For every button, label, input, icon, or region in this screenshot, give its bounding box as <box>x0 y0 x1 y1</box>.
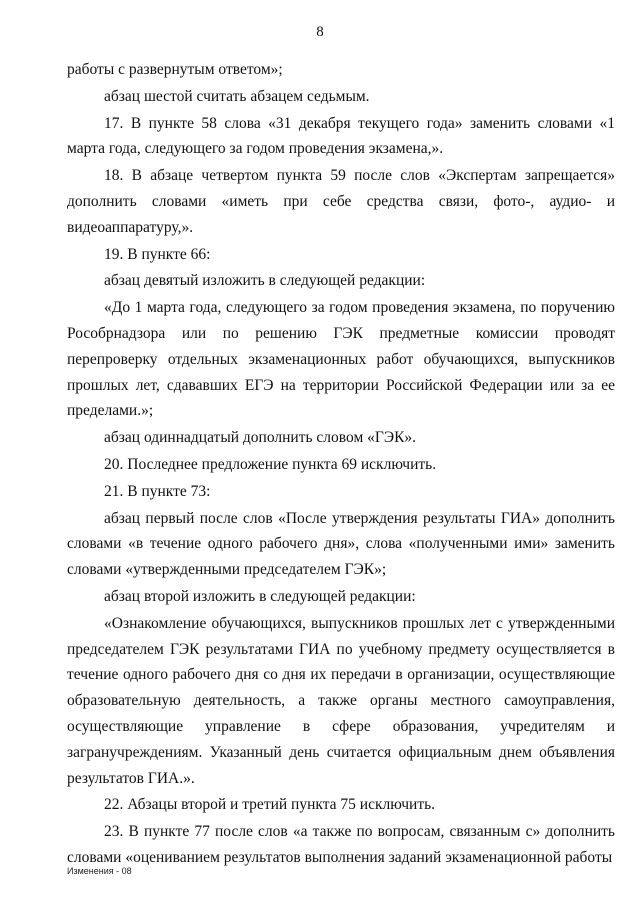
paragraph-item-23: 23. В пункте 77 после слов «а также по вопросам, связанным с» дополнить словами «оцениванием результатов выполнения заданий экзаменационной работы <box>67 823 615 866</box>
paragraph-item-21-sub2: абзац второй изложить в следующей редакции: <box>104 587 416 605</box>
paragraph-item-18: 18. В абзаце четвертом пункта 59 после слов «Экспертам запрещается» дополнить словами «иметь при себе средства связи, фото-, аудио- и видеоаппаратуру,». <box>67 167 615 236</box>
paragraph-item-20: 20. Последнее предложение пункта 69 исключить. <box>104 455 437 473</box>
paragraph-item-17: 17. В пункте 58 слова «31 декабря текущего года» заменить словами «1 марта года, следующего за годом проведения экзамена,». <box>67 114 615 158</box>
paragraph-item-19: 19. В пункте 66: <box>104 245 211 263</box>
footer-note: Изменения - 08 <box>67 866 132 876</box>
paragraph-item-19-sub1: абзац девятый изложить в следующей редакции: <box>104 272 426 290</box>
paragraph-item-21: 21. В пункте 73: <box>104 482 211 500</box>
paragraph-item-21-sub1: абзац первый после слов «После утверждения результаты ГИА» дополнить словами «в течение одного рабочего дня», слова «полученными ими» заменить словами «утвержденными председателем ГЭК»; <box>67 509 615 579</box>
page-number: 8 <box>316 24 324 40</box>
document-body <box>67 57 615 871</box>
paragraph-item-19-sub2: абзац одиннадцатый дополнить словом «ГЭК». <box>104 429 417 447</box>
paragraph-item-19-quote: «До 1 марта года, следующего за годом проведения экзамена, по поручению Рособрнадзора или по решению ГЭК предметные комиссии проводят перепроверку отдельных экзаменационных работ обучающихся, выпускников прошлых лет, сдававших ЕГЭ на территории Российской Федерации или за ее пределами.»; <box>67 299 615 420</box>
paragraph-item-22: 22. Абзацы второй и третий пункта 75 исключить. <box>104 796 436 814</box>
paragraph-item-21-quote: «Ознакомление обучающихся, выпускников прошлых лет с утвержденными председателем ГЭК результатами ГИА по учебному предмету осуществляется в течение одного рабочего дня со дня их передачи в организации, осуществляющие образовательную деятельность, а также органы местного самоуправления, осуществляющие управление в сфере образования, учредителям и загранучреждениям. Указанный день считается официальным днем объявления результатов ГИА.». <box>67 614 615 787</box>
paragraph-item-16-end: абзац шестой считать абзацем седьмым. <box>104 87 370 105</box>
paragraph-continuation: работы с развернутым ответом»; <box>67 61 283 78</box>
